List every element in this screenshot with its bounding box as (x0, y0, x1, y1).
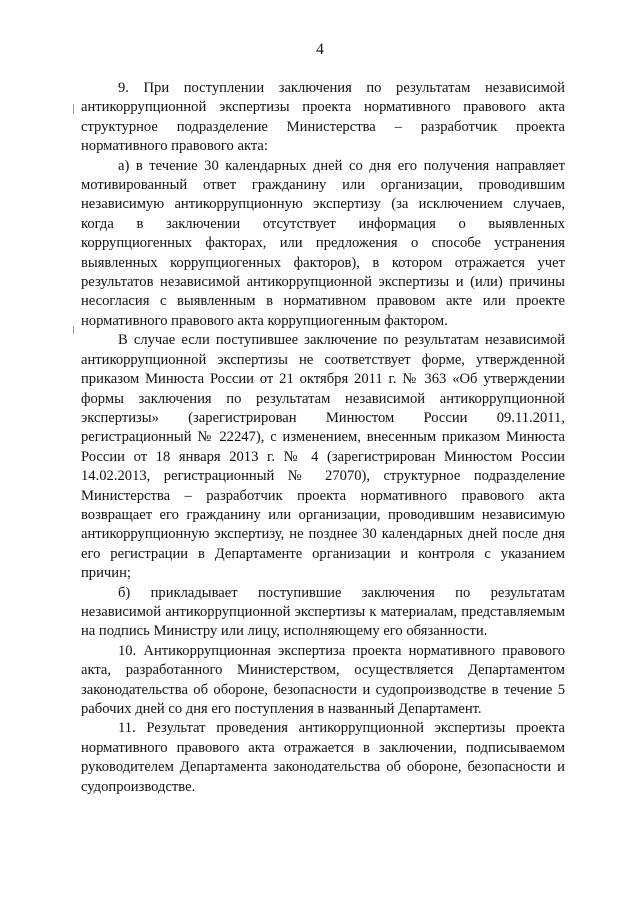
document-body (81, 79, 565, 797)
paragraph-10: 10. Антикоррупционная экспертиза проекта нормативного правового акта, разработанного Министерством, осуществляется Департаментом законодательства об обороне, безопасности и судопроизводстве в течение 5 рабочих дней со дня его поступления в названный Департамент. (81, 642, 565, 717)
paragraph-9a: а) в течение 30 календарных дней со дня его получения направляет мотивированный ответ гражданину или организации, проводившим независимую антикоррупционную экспертизу (за исключением случаев, когда в заключении отсутствует информация о выявленных коррупциогенных факторах, или предложения о способе устранения выявленных коррупциогенных факторов), в котором отражается учет результатов независимой антикоррупционной экспертизы и (или) причины несогласия с выявленным в нормативном правовом акте или проекте нормативного правового акта коррупциогенным фактором. (81, 157, 565, 329)
scan-mark-left-middle (73, 326, 74, 334)
paragraph-9: 9. При поступлении заключения по результатам независимой антикоррупционной экспертизы проекта нормативного правового акта структурное подразделение Министерства – разработчик проекта нормативного правового акта: (81, 80, 565, 155)
paragraph-return-rule: В случае если поступившее заключение по результатам независимой антикоррупционной экспертизы не соответствует форме, утвержденной приказом Минюста России от 21 октября 2011 г. № 363 «Об утверждении формы заключения по результатам независимой антикоррупционной экспертизы» (зарегистрирован Минюстом России 09.11.2011, регистрационный № 22247), с изменением, внесенным приказом Минюста России от 18 января 2013 г. № 4 (зарегистрирован Минюстом России 14.02.2013, регистрационный № 27070), структурное подразделение Министерства – разработчик проекта нормативного правового акта возвращает его гражданину или организации, проводившим независимую антикоррупционную экспертизу, не позднее 30 календарных дней после дня его регистрации в Департаменте организации и контроля с указанием причин; (81, 332, 565, 582)
page-number: 4 (316, 41, 324, 58)
paragraph-11: 11. Результат проведения антикоррупционной экспертизы проекта нормативного правового акта отражается в заключении, подписываемом руководителем Департамента законодательства об обороне, безопасности и судопроизводстве. (81, 720, 565, 795)
paragraph-9b: б) прикладывает поступившие заключения по результатам независимой антикоррупционной экспертизы к материалам, представляемым на подпись Министру или лицу, исполняющему его обязанности. (81, 584, 565, 640)
scan-mark-left-top (73, 104, 74, 114)
